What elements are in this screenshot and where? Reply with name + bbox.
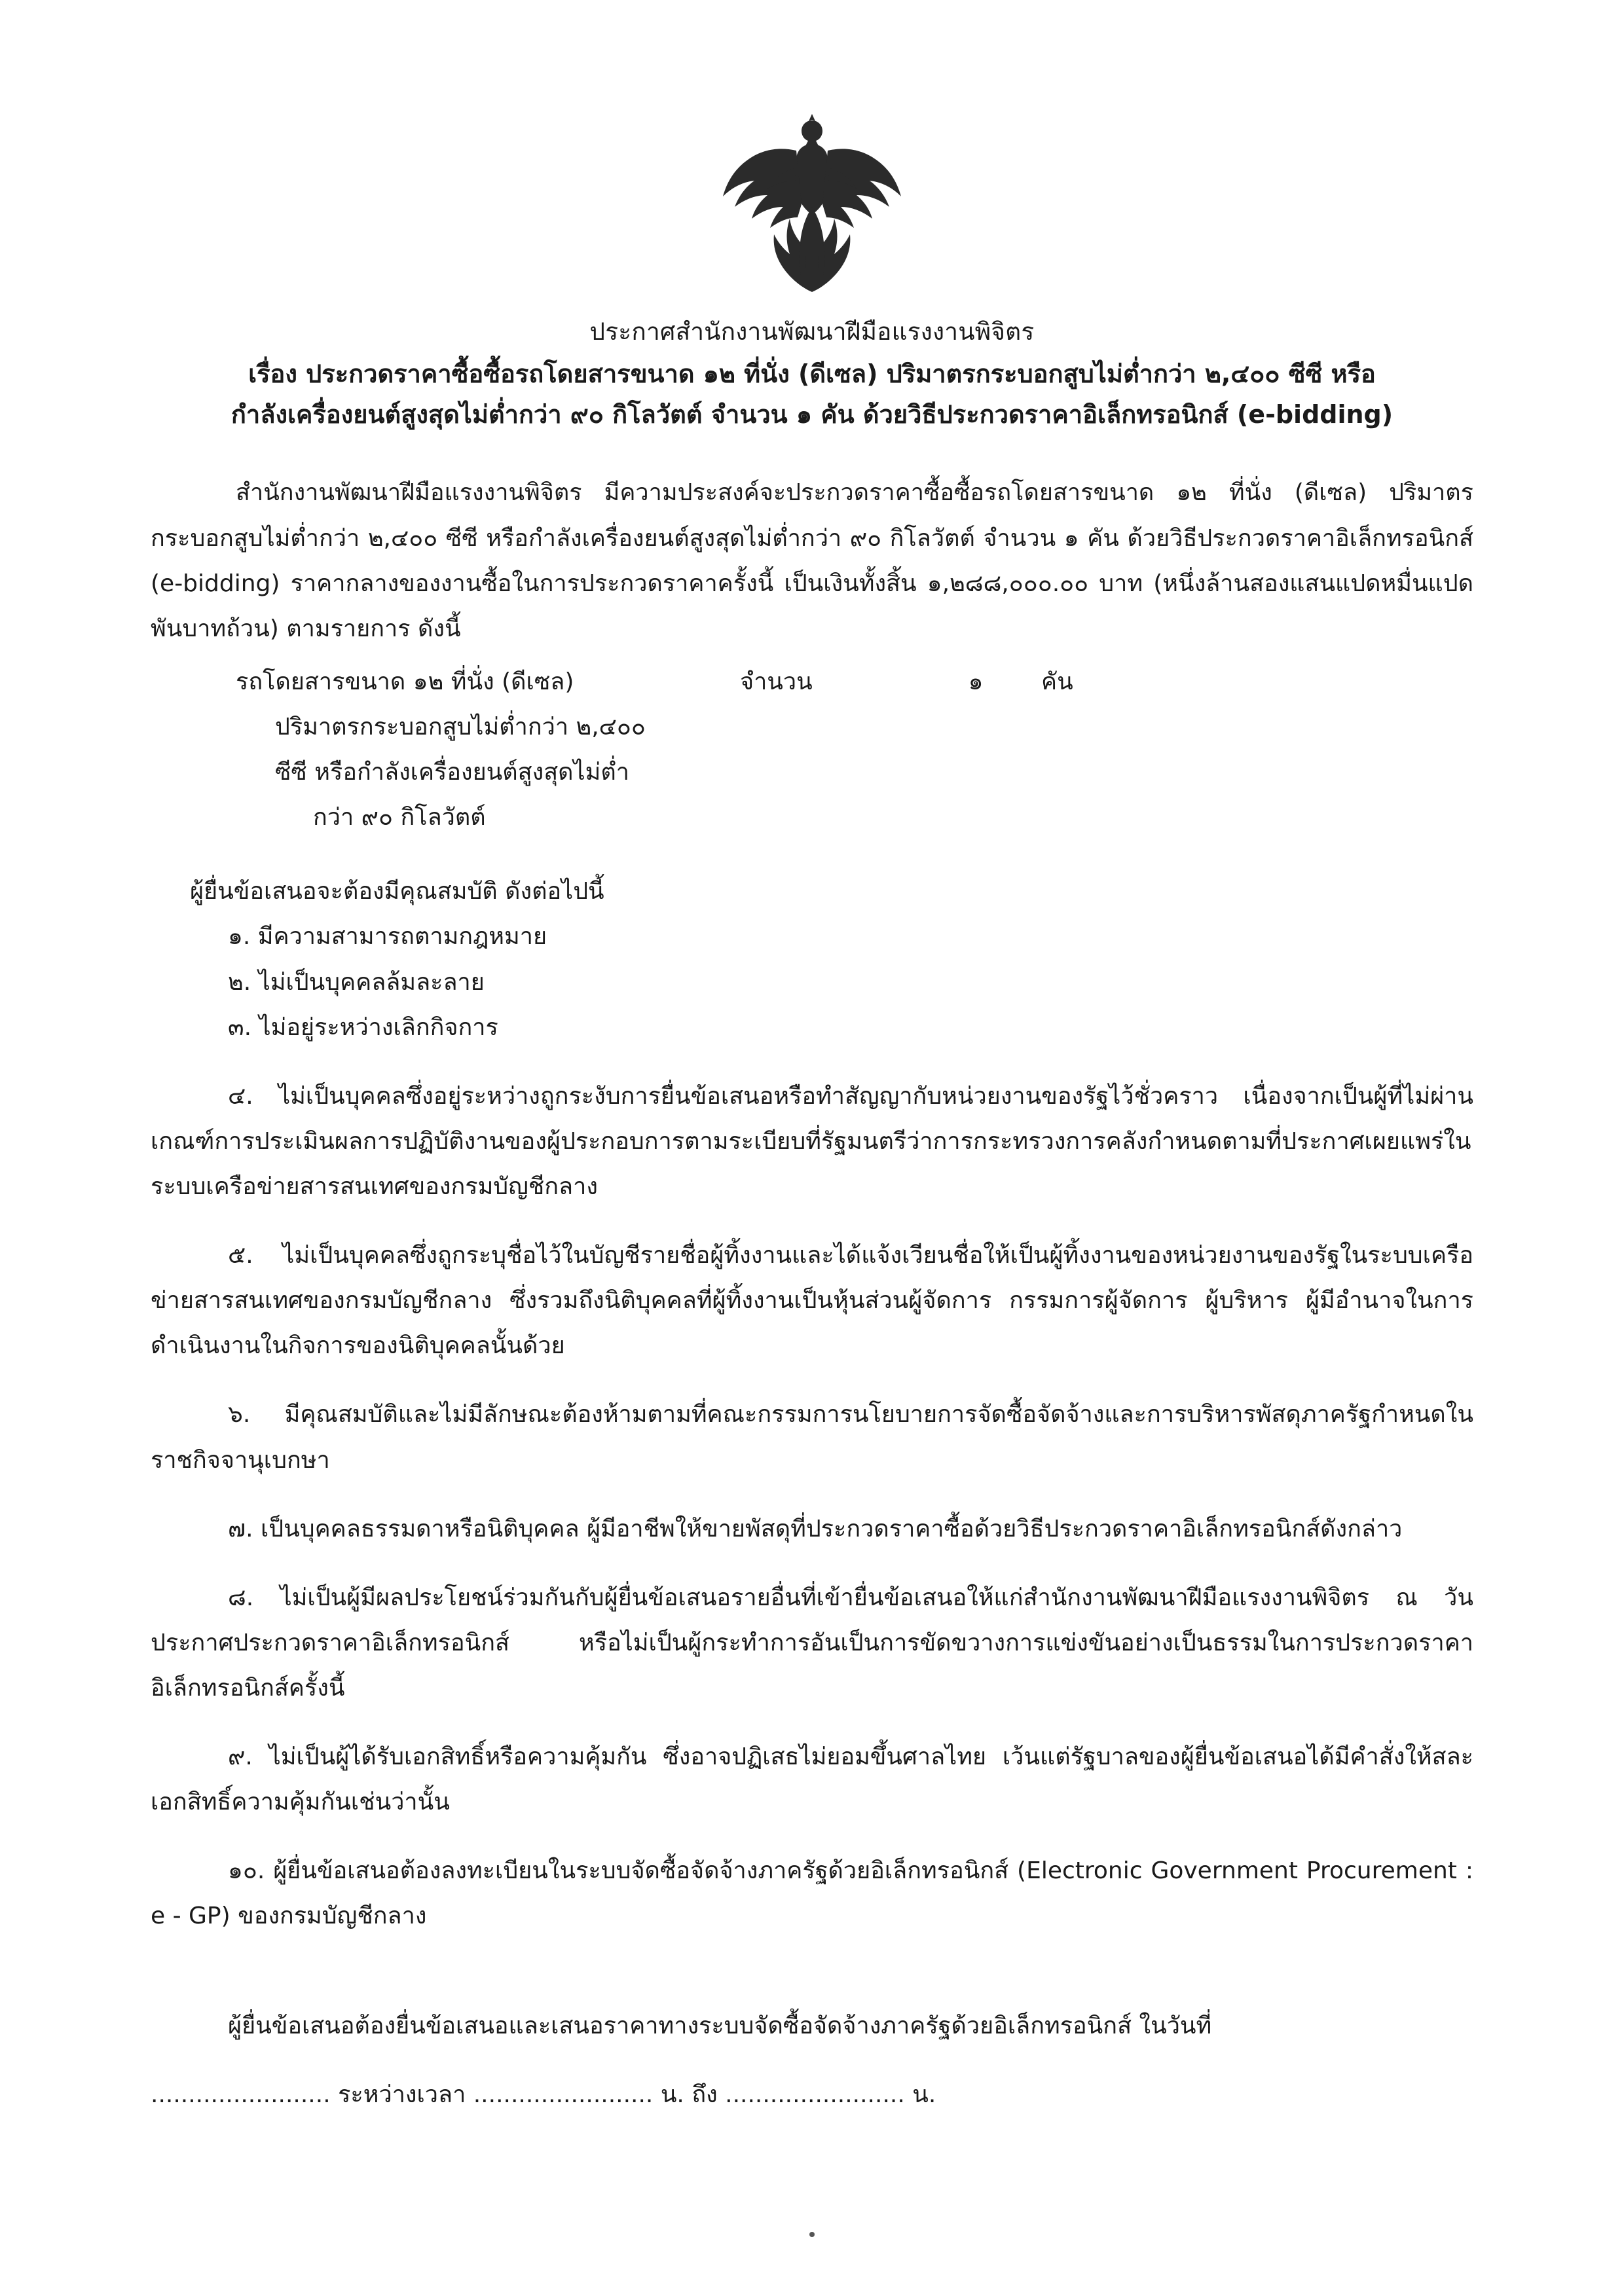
item-description: รถโดยสารขนาด ๑๒ ที่นั่ง (ดีเซล) [236, 668, 574, 695]
item-spec-line-2: ซีซี หรือกำลังเครื่องยนต์สูงสุดไม่ต่ำ [275, 759, 629, 786]
document-body [151, 470, 1473, 2117]
qualification-item-3: ๓. ไม่อยู่ระหว่างเลิกกิจการ [228, 1013, 498, 1041]
submission-blank-line: ........................ ระหว่างเวลา ........................ น. ถึง ........................ น. [151, 2081, 936, 2108]
item-spec-line-1: ปริมาตรกระบอกสูบไม่ต่ำกว่า ๒,๔๐๐ [275, 713, 646, 740]
qualification-item-1: ๑. มีความสามารถตามกฎหมาย [228, 923, 547, 951]
emblem-container [151, 111, 1473, 301]
qualification-item-9: ๙. ไม่เป็นผู้ได้รับเอกสิทธิ์หรือความคุ้มกัน ซึ่งอาจปฏิเสธไม่ยอมขึ้นศาลไทย เว้นแต่รัฐบาลของผู้ยื่นข้อเสนอได้มีคำสั่งให้สละเอกสิทธิ์ความคุ้มกันเช่นว่านั้น [151, 1743, 1473, 1816]
subject-line-1: เรื่อง ประกวดราคาซื้อซื้อรถโดยสารขนาด ๑๒ ที่นั่ง (ดีเซล) ปริมาตรกระบอกสูบไม่ต่ำกว่า ๒,๔๐๐ ซีซี หรือ [248, 359, 1376, 389]
item-list [236, 659, 1473, 840]
page-footer-mark [809, 2232, 815, 2237]
item-row [236, 659, 1473, 704]
qualification-item-8: ๘. ไม่เป็นผู้มีผลประโยชน์ร่วมกันกับผู้ยื่นข้อเสนอรายอื่นที่เข้ายื่นข้อเสนอให้แก่สำนักงานพัฒนาฝีมือแรงงานพิจิตร ณ วันประกาศประกวดราคาอิเล็กทรอนิกส์ หรือไม่เป็นผู้กระทำการอันเป็นการขัดขวางการแข่งขันอย่างเป็นธรรมในการประกวดราคาอิเล็กทรอนิกส์ครั้งนี้ [151, 1584, 1473, 1702]
qualifications-heading: ผู้ยื่นข้อเสนอจะต้องมีคุณสมบัติ ดังต่อไปนี้ [190, 878, 604, 905]
qualification-item-5: ๕. ไม่เป็นบุคคลซึ่งถูกระบุชื่อไว้ในบัญชีรายชื่อผู้ทิ้งงานและได้แจ้งเวียนชื่อให้เป็นผู้ทิ้งงานของหน่วยงานของรัฐในระบบเครือข่ายสารสนเทศของกรมบัญชีกลาง ซึ่งรวมถึงนิติบุคคลที่ผู้ทิ้งงานเป็นหุ้นส่วนผู้จัดการ กรรมการผู้จัดการ ผู้บริหาร ผู้มีอำนาจในการดำเนินงานในกิจการของนิติบุคคลนั้นด้วย [151, 1242, 1473, 1360]
qualification-item-7: ๗. เป็นบุคคลธรรมดาหรือนิติบุคคล ผู้มีอาชีพให้ขายพัสดุที่ประกวดราคาซื้อด้วยวิธีประกวดราคาอิเล็กทรอนิกส์ดังกล่าว [228, 1515, 1403, 1542]
intro-paragraph: สำนักงานพัฒนาฝีมือแรงงานพิจิตร มีความประสงค์จะประกวดราคาซื้อซื้อรถโดยสารขนาด ๑๒ ที่นั่ง (ดีเซล) ปริมาตรกระบอกสูบไม่ต่ำกว่า ๒,๔๐๐ ซีซี หรือกำลังเครื่องยนต์สูงสุดไม่ต่ำกว่า ๙๐ กิโลวัตต์ จำนวน ๑ คัน ด้วยวิธีประกวดราคาอิเล็กทรอนิกส์ (e-bidding) ราคากลางของงานซื้อในการประกวดราคาครั้งนี้ เป็นเงินทั้งสิ้น ๑,๒๘๘,๐๐๐.๐๐ บาท (หนึ่งล้านสองแสนแปดหมื่นแปดพันบาทถ้วน) ตามรายการ ดังนี้ [151, 479, 1473, 642]
qualification-item-2: ๒. ไม่เป็นบุคคลล้มละลาย [228, 968, 485, 996]
item-unit: คัน [1041, 668, 1073, 695]
qualification-item-6: ๖. มีคุณสมบัติและไม่มีลักษณะต้องห้ามตามที่คณะกรรมการนโยบายการจัดซื้อจัดจ้างและการบริหารพัสดุภาครัฐกำหนดในราชกิจจานุเบกษา [151, 1401, 1473, 1474]
submission-paragraph: ผู้ยื่นข้อเสนอต้องยื่นข้อเสนอและเสนอราคาทางระบบจัดซื้อจัดจ้างภาครัฐด้วยอิเล็กทรอนิกส์ ในวันที่ [228, 2012, 1212, 2039]
page-title: ประกาศสำนักงานพัฒนาฝีมือแรงงานพิจิตร [589, 318, 1035, 346]
garuda-emblem [704, 111, 920, 301]
subject-line-2: กำลังเครื่องยนต์สูงสุดไม่ต่ำกว่า ๙๐ กิโลวัตต์ จำนวน ๑ คัน ด้วยวิธีประกวดราคาอิเล็กทรอนิกส์ (e-bidding) [231, 399, 1393, 429]
qualification-item-10: ๑๐. ผู้ยื่นข้อเสนอต้องลงทะเบียนในระบบจัดซื้อจัดจ้างภาครัฐด้วยอิเล็กทรอนิกส์ (Electronic Government Procurement : e - GP) ของกรมบัญชีกลาง [151, 1857, 1473, 1930]
spacer [151, 1963, 1473, 1980]
document-subject [204, 354, 1420, 435]
item-spec-line-3: กว่า ๙๐ กิโลวัตต์ [313, 804, 486, 831]
item-qty-value: ๑ [968, 668, 984, 695]
spacer [151, 840, 1473, 869]
item-qty-label: จำนวน [740, 668, 813, 695]
qualification-item-4: ๔. ไม่เป็นบุคคลซึ่งอยู่ระหว่างถูกระงับการยื่นข้อเสนอหรือทำสัญญากับหน่วยงานของรัฐไว้ชั่วคราว เนื่องจากเป็นผู้ที่ไม่ผ่านเกณฑ์การประเมินผลการปฏิบัติงานของผู้ประกอบการตามระเบียบที่รัฐมนตรีว่าการกระทรวงการคลังกำหนดตามที่ประกาศเผยแพร่ในระบบเครือข่ายสารสนเทศของกรมบัญชีกลาง [151, 1082, 1473, 1200]
